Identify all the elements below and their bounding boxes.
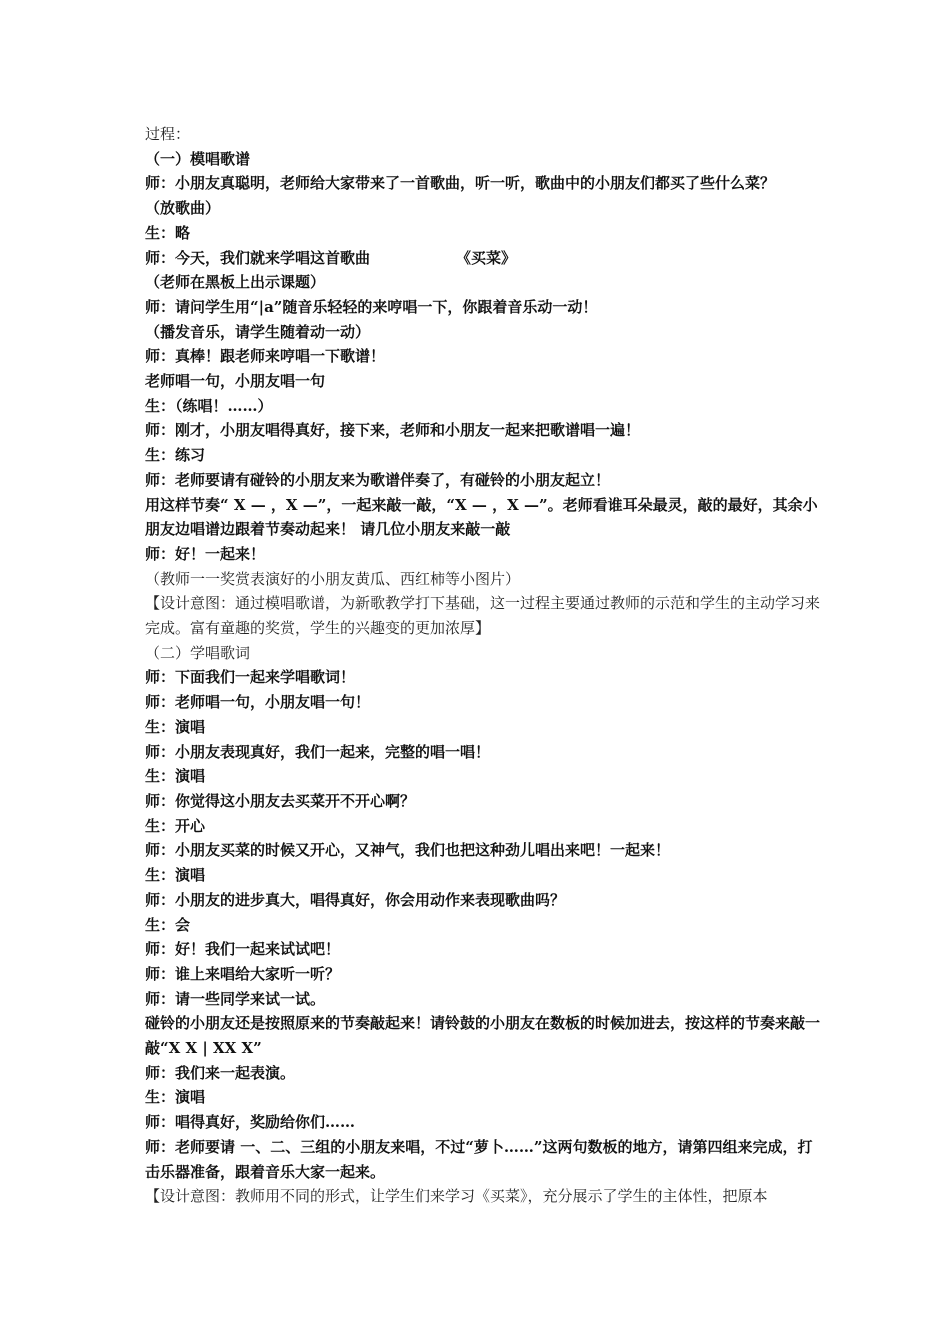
document-body (145, 122, 825, 1209)
dialogue-line: 师：请一些同学来试一试。 (145, 989, 326, 1008)
dialogue-line: 师：唱得真好，奖励给你们…… (145, 1113, 356, 1132)
dialogue-line: 师：小朋友表现真好，我们一起来，完整的唱一唱！ (145, 742, 491, 761)
dialogue-line: 老师唱一句，小朋友唱一句 (145, 372, 326, 391)
dialogue-line: 师：好！一起来！ (145, 544, 266, 563)
dialogue-line: 生：会 (145, 915, 191, 934)
dialogue-line: 师：老师唱一句，小朋友唱一句！ (145, 693, 371, 712)
dialogue-line: 生：演唱 (145, 717, 206, 736)
dialogue-line: 师：小朋友的进步真大，唱得真好，你会用动作来表现歌曲吗？ (145, 890, 566, 909)
dialogue-text: 师：今天，我们就来学唱这首歌曲 (145, 248, 371, 267)
dialogue-line: 生：演唱 (145, 866, 206, 885)
dialogue-line: 师：下面我们一起来学唱歌词！ (145, 668, 356, 687)
dialogue-line: 师：刚才，小朋友唱得真好，接下来，老师和小朋友一起来把歌谱唱一遍！ (145, 421, 641, 440)
dialogue-line: 师：谁上来唱给大家听一听？ (145, 964, 341, 983)
dialogue-line: 生：略 (145, 223, 191, 242)
dialogue-line: 生：演唱 (145, 767, 206, 786)
dialogue-line: 师：你觉得这小朋友去买菜开不开心啊？ (145, 791, 416, 810)
rhythm-instruction: 用这样节奏“ X — ，X —”，一起来敲一敲，“X — ，X —”。老师看谁耳朵最灵，敲的最好，其余小朋友边唱谱边跟着节奏动起来！ 请几位小朋友来敲一敲 (145, 495, 818, 539)
design-intent-note: 【设计意图：教师用不同的形式，让学生们来学习《买菜》，充分展示了学生的主体性，把原本 (145, 1187, 768, 1206)
dialogue-line (145, 246, 825, 271)
rhythm-instruction: 碰铃的小朋友还是按照原来的节奏敲起来！请铃鼓的小朋友在数板的时候加进去，按这样的节奏来敲一敲“X X | XX X” (145, 1014, 821, 1058)
dialogue-line: 生：练习 (145, 446, 206, 465)
dialogue-line: 师：请问学生用“|a”随音乐轻轻的来哼唱一下，你跟着音乐动一动！ (145, 297, 598, 316)
stage-direction: （放歌曲） (145, 199, 221, 218)
dialogue-line: 师：我们来一起表演。 (145, 1063, 296, 1082)
design-intent-note: 【设计意图：通过模唱歌谱，为新歌教学打下基础，这一过程主要通过教师的示范和学生的主动学习来完成。富有童趣的奖赏，学生的兴趣变的更加浓厚】 (145, 594, 821, 638)
dialogue-line: 生：（练唱！……） (145, 396, 273, 415)
dialogue-line: 生：演唱 (145, 1088, 206, 1107)
dialogue-line: 师：好！我们一起来试试吧！ (145, 940, 341, 959)
subsection-heading: （一）模唱歌谱 (145, 149, 251, 168)
stage-direction: （老师在黑板上出示课题） (145, 273, 326, 292)
stage-direction: （播发音乐，请学生随着动一动） (145, 322, 371, 341)
dialogue-line: 师：真棒！跟老师来哼唱一下歌谱！ (145, 347, 386, 366)
song-title: 《买菜》 (456, 248, 517, 267)
dialogue-line: 师：老师要请有碰铃的小朋友来为歌谱伴奏了，有碰铃的小朋友起立！ (145, 470, 611, 489)
dialogue-line: 师：老师要请 一、二、三组的小朋友来唱，不过“萝卜……”这两句数板的地方，请第四组来完成，打击乐器准备，跟着音乐大家一起来。 (145, 1137, 813, 1181)
dialogue-line: 生：开心 (145, 816, 206, 835)
section-heading: 过程： (145, 125, 191, 143)
dialogue-line: 师：小朋友买菜的时候又开心，又神气，我们也把这种劲儿唱出来吧！一起来！ (145, 841, 671, 860)
subsection-heading: （二）学唱歌词 (145, 643, 251, 662)
stage-direction: （教师一一奖赏表演好的小朋友黄瓜、西红柿等小图片） (145, 569, 521, 588)
dialogue-line: 师：小朋友真聪明，老师给大家带来了一首歌曲，听一听，歌曲中的小朋友们都买了些什么菜？ (145, 174, 776, 193)
